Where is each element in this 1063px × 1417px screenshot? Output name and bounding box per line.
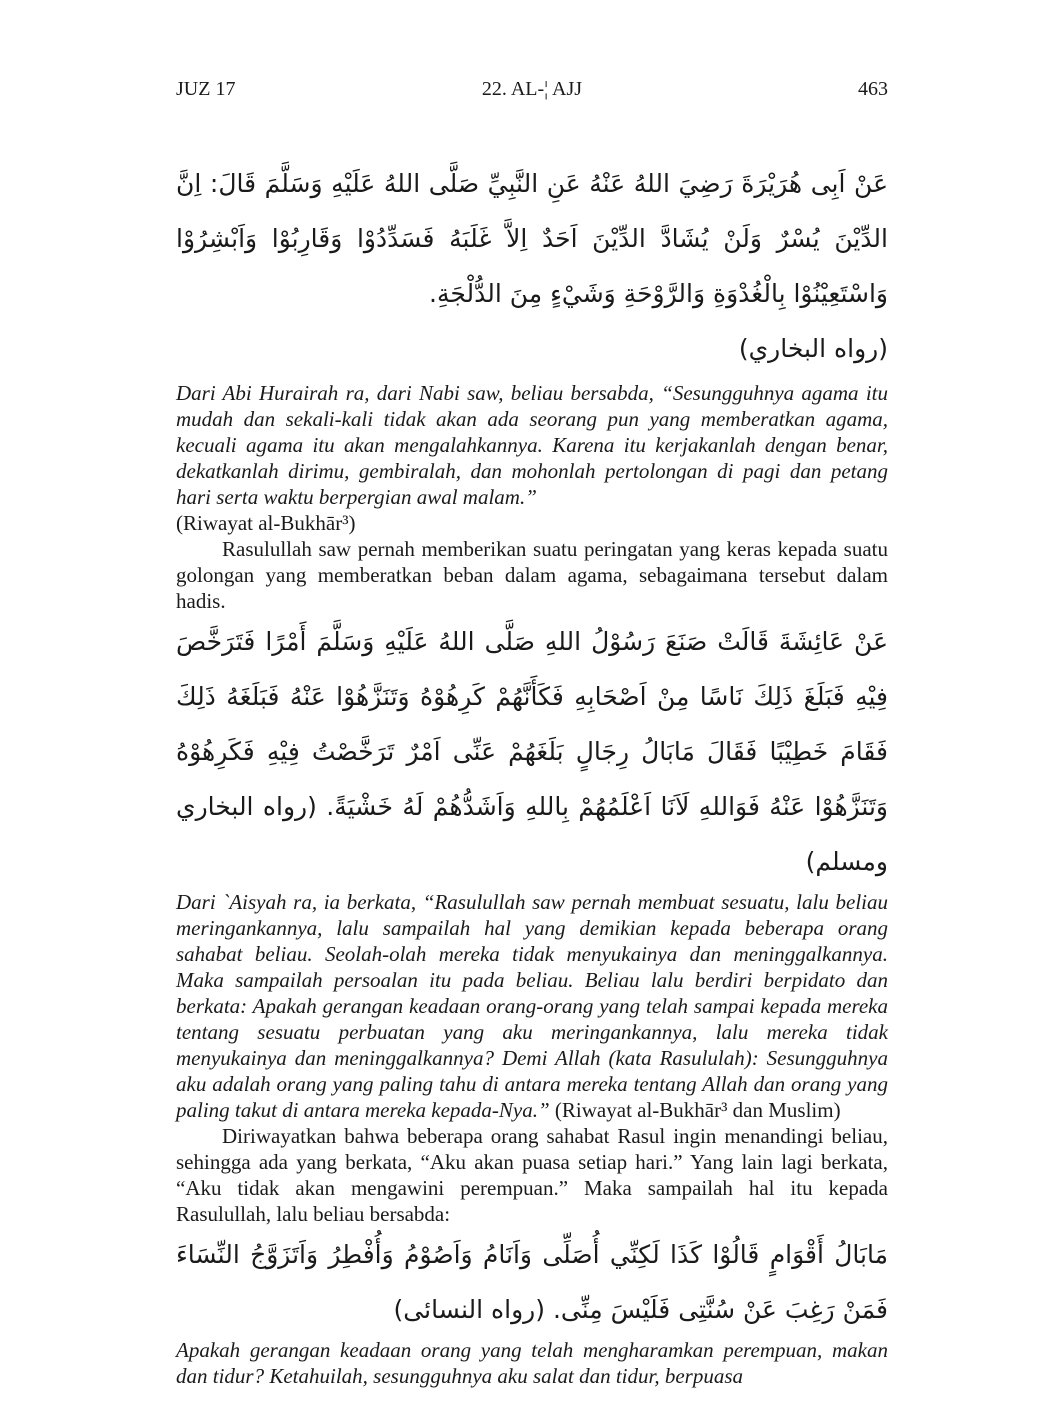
paragraph-2: Diriwayatkan bahwa beberapa orang sahabat Rasul ingin menandingi beliau, sehingga ada yang berkata, “Aku akan puasa setiap hari.” Yang lain lagi berkata, “Aku tidak akan mengawini perempuan.” Maka sampailah hal itu kepada Rasulullah, lalu beliau bersabda: bbox=[176, 1124, 888, 1226]
hadith-1-translation: Dari Abi Hurairah ra, dari Nabi saw, beliau bersabda, “Sesungguhnya agama itu mudah dan sekali-kali tidak akan ada seorang pun yang memberatkan agama, kecuali agama itu akan mengalahkannya. Karena itu kerjakanlah dengan benar, dekatkanlah dirimu, gembiralah, dan mohonlah pertolongan di pagi dan petang hari serta waktu berpergian awal malam.” bbox=[176, 381, 888, 509]
hadith-3-arabic bbox=[176, 1227, 888, 1337]
hadith-1-arabic-text: عَنْ اَبِى هُرَيْرَةَ رَضِيَ اللهُ عَنْهُ عَنِ النَّبِيِّ صَلَّى اللهُ عَلَيْهِ وَسَلَّمَ قَالَ: اِنَّ الدِّيْنَ يُسْرٌ وَلَنْ يُشَادَّ الدِّيْنَ اَحَدٌ اِلاَّ غَلَبَهُ فَسَدِّدُوْا وَقَارِبُوْا وَاَبْشِرُوْا وَاسْتَعِيْنُوْا بِالْغُدْوَةِ وَالرَّوْحَةِ وَشَيْءٍ مِنَ الدُّلْجَةِ. bbox=[176, 169, 888, 308]
page-header bbox=[176, 70, 888, 106]
hadith-1-reference: (Riwayat al-Bukhār³) bbox=[176, 511, 356, 535]
hadith-3-translation: Apakah gerangan keadaan orang yang telah mengharamkan perempuan, makan dan tidur? Ketahuilah, sesungguhnya aku salat dan tidur, berpuasa bbox=[176, 1338, 888, 1388]
page bbox=[176, 70, 888, 1389]
hadith-2-arabic bbox=[176, 614, 888, 889]
hadith-2-reference: (Riwayat al-Bukhār³ dan Muslim) bbox=[554, 1098, 841, 1122]
hadith-2-arabic-text: عَنْ عَائِشَةَ قَالَتْ صَنَعَ رَسُوْلُ اللهِ صَلَّى اللهُ عَلَيْهِ وَسَلَّمَ أَمْرًا فَتَرَخَّصَ فِيْهِ فَبَلَغَ ذَلِكَ نَاسًا مِنْ اَصْحَابِهِ فَكَأَنَّهُمْ كَرِهُوْهُ وَتَنَزَّهُوْا عَنْهُ فَبَلَغَهُ ذَلِكَ فَقَامَ خَطِيْبًا فَقَالَ مَابَالُ رِجَالٍ بَلَغَهُمْ عَنِّى اَمْرٌ تَرَخَّصْتُ فِيْهِ فَكَرِهُوْهُ وَتَنَزَّهُوْا عَنْهُ فَوَاللهِ لَاَنَا اَعْلَمُهُمْ بِاللهِ وَاَشَدُّهُمْ لَهُ خَشْيَةً. bbox=[176, 627, 888, 821]
surah-title: 22. AL-¦ AJJ bbox=[481, 78, 583, 100]
hadith-3-arabic-text: مَابَالُ أَقْوَامٍ قَالُوْا كَذَا لَكِنِّي أُصَلِّى وَاَنَامُ وَاَصُوْمُ وَأُفْطِرُ وَاَتَزَوَّجُ النِّسَاءَ فَمَنْ رَغِبَ عَنْ سُنَّتِى فَلَيْسَ مِنِّى. bbox=[176, 1240, 888, 1324]
hadith-1-arabic-reference: (رواه البخاري) bbox=[738, 334, 888, 363]
hadith-2-arabic-reference: (رواه البخاري ومسلم) bbox=[176, 792, 888, 876]
hadith-3-arabic-reference: (رواه النسائى) bbox=[393, 1295, 545, 1324]
hadith-1-arabic bbox=[176, 156, 888, 321]
juz-label: JUZ 17 bbox=[176, 78, 236, 100]
hadith-2-translation: Dari `Aisyah ra, ia berkata, “Rasulullah saw pernah membuat sesuatu, lalu beliau meringankannya, lalu sampailah hal yang demikian kepada beberapa orang sahabat beliau. Seolah-olah mereka tidak menyukainya dan meninggalkannya. Maka sampailah persoalan itu pada beliau. Beliau lalu berdiri berpidato dan berkata: Apakah gerangan keadaan orang-orang yang telah sampai kepada mereka tentang sesuatu perbuatan yang aku meringankannya, lalu mereka tidak menyukainya dan meninggalkannya? Demi Allah (kata Rasululah): Sesungguhnya aku adalah orang yang paling tahu di antara mereka tentang Allah dan orang yang paling takut di antara mereka kepada-Nya.” (Riwayat al-Bukhār³ dan Muslim) bbox=[176, 890, 888, 1122]
paragraph-1: Rasulullah saw pernah memberikan suatu peringatan yang keras kepada suatu golongan yang memberatkan beban dalam agama, sebagaimana tersebut dalam hadis. bbox=[176, 537, 888, 613]
page-number: 463 bbox=[858, 78, 888, 100]
